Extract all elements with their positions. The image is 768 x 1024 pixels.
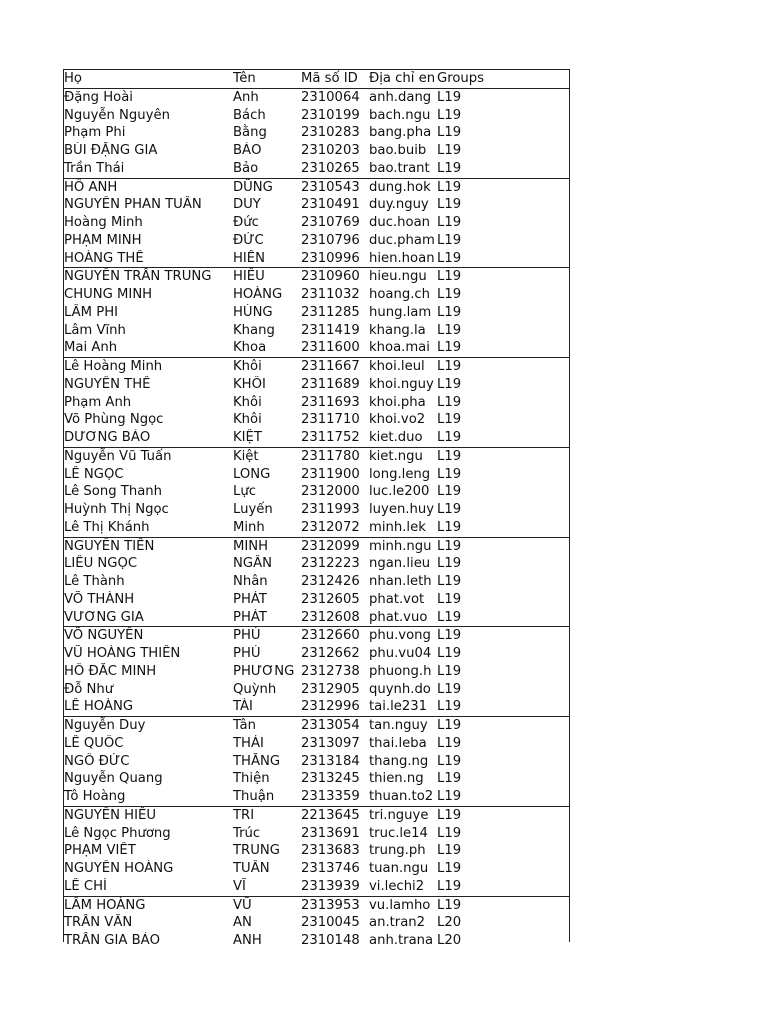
cell-ho: TRẦN GIA BẢO xyxy=(64,933,161,948)
table-row xyxy=(64,178,569,197)
cell-group: L19 xyxy=(437,628,462,644)
table-row xyxy=(64,501,569,519)
cell-ho: Lê Ngọc Phương xyxy=(64,825,171,841)
cell-email: khang.la xyxy=(369,322,426,338)
student-table xyxy=(63,69,570,948)
cell-group: L19 xyxy=(437,646,462,661)
table-row xyxy=(64,573,569,591)
cell-group: L19 xyxy=(437,197,462,213)
cell-ho: LÊ HOÀNG xyxy=(64,699,134,715)
table-row xyxy=(64,932,569,950)
table-row xyxy=(64,770,569,788)
cell-id: 2313359 xyxy=(301,789,360,804)
table-row xyxy=(64,196,569,214)
table-row xyxy=(64,429,569,447)
cell-ho: Mai Anh xyxy=(64,340,118,356)
table-row xyxy=(64,681,569,699)
cell-ho: VŨ HOÀNG THIÊN xyxy=(64,646,181,661)
table-row xyxy=(64,842,569,860)
cell-ten: PHƯƠNG xyxy=(233,663,295,679)
cell-ho: PHẠM MINH xyxy=(64,232,142,248)
cell-id: 2311752 xyxy=(301,430,360,445)
cell-id: 2311710 xyxy=(301,412,360,428)
cell-id: 2310283 xyxy=(301,125,360,141)
cell-ho: Lê Thành xyxy=(64,574,125,589)
cell-ho: LÊ NGỌC xyxy=(64,466,124,482)
cell-group: L19 xyxy=(437,304,462,320)
cell-email: thien.ng xyxy=(369,771,424,787)
cell-email: bao.buib xyxy=(369,143,427,158)
cell-ten: Bằng xyxy=(233,125,267,141)
cell-id: 2311419 xyxy=(301,322,360,338)
table-row xyxy=(64,878,569,896)
cell-group: L19 xyxy=(437,89,462,105)
cell-ho: CHUNG MINH xyxy=(64,287,153,302)
table-row xyxy=(64,250,569,268)
cell-email: tuan.ngu xyxy=(369,861,429,876)
header-email: Địa chỉ en xyxy=(369,71,436,86)
cell-ho: LÂM HOÀNG xyxy=(64,897,146,913)
cell-id: 2311667 xyxy=(301,359,360,374)
cell-email: luyen.huy xyxy=(369,502,435,517)
cell-id: 2312662 xyxy=(301,646,360,661)
table-row xyxy=(64,483,569,501)
cell-ho: TRẦN VĂN xyxy=(64,915,133,931)
cell-ten: Lực xyxy=(233,484,256,500)
cell-group: L19 xyxy=(437,269,462,285)
cell-id: 2310543 xyxy=(301,179,360,195)
cell-ho: Lê Thị Khánh xyxy=(64,519,150,535)
cell-email: quynh.do xyxy=(369,681,431,697)
table-row xyxy=(64,88,569,107)
cell-email: thang.ng xyxy=(369,753,429,769)
table-row xyxy=(64,214,569,232)
cell-ten: ĐỨC xyxy=(233,232,264,248)
table-row xyxy=(64,806,569,825)
table-row xyxy=(64,267,569,286)
cell-ho: BÙI ĐẶNG GIA xyxy=(64,143,158,158)
cell-ten: DUY xyxy=(233,197,261,213)
cell-ten: TRI xyxy=(233,807,255,823)
cell-id: 2311032 xyxy=(301,287,360,302)
cell-ten: Bách xyxy=(233,107,266,123)
cell-email: khoi.vo2 xyxy=(369,412,426,428)
cell-id: 2313097 xyxy=(301,735,360,751)
cell-group: L19 xyxy=(437,718,462,733)
cell-group: L19 xyxy=(437,519,462,535)
cell-id: 2312426 xyxy=(301,574,360,589)
cell-ho: LÊ CHÍ xyxy=(64,878,107,894)
cell-group: L19 xyxy=(437,160,462,176)
cell-group: L20 xyxy=(437,915,462,931)
cell-email: hung.lam xyxy=(369,304,432,320)
cell-ten: Quỳnh xyxy=(233,681,277,697)
cell-id: 2313953 xyxy=(301,897,360,913)
cell-id: 2311689 xyxy=(301,376,360,392)
cell-ten: Khoa xyxy=(233,340,267,356)
cell-group: L19 xyxy=(437,771,462,787)
cell-ho: Huỳnh Thị Ngọc xyxy=(64,502,169,517)
header-ten: Tên xyxy=(233,71,256,86)
cell-id: 2313054 xyxy=(301,718,360,733)
cell-group: L19 xyxy=(437,753,462,769)
table-row xyxy=(64,160,569,178)
cell-ten: LONG xyxy=(233,466,271,482)
cell-group: L19 xyxy=(437,538,462,554)
cell-id: 2311693 xyxy=(301,394,360,410)
cell-email: nhan.leth xyxy=(369,574,432,589)
cell-email: truc.le14 xyxy=(369,825,428,841)
cell-group: L19 xyxy=(437,412,462,428)
cell-ho: Phạm Anh xyxy=(64,394,132,410)
cell-ho: VƯƠNG GIA xyxy=(64,609,144,625)
cell-ten: Khôi xyxy=(233,394,262,410)
cell-group: L19 xyxy=(437,322,462,338)
cell-email: anh.trana xyxy=(369,933,434,948)
cell-email: khoi.nguy xyxy=(369,376,434,392)
cell-email: phat.vot xyxy=(369,591,425,607)
table-row xyxy=(64,322,569,340)
cell-email: khoa.mai xyxy=(369,340,430,356)
cell-email: phu.vu04 xyxy=(369,646,432,661)
cell-ho: Đặng Hoài xyxy=(64,89,133,105)
cell-ten: Luyến xyxy=(233,502,273,517)
cell-group: L19 xyxy=(437,143,462,158)
cell-ho: HỒ ANH xyxy=(64,179,118,195)
table-row xyxy=(64,860,569,878)
cell-ten: PHÁT xyxy=(233,609,267,625)
cell-ten: Nhân xyxy=(233,574,268,589)
cell-id: 2310491 xyxy=(301,197,360,213)
cell-ho: LÊ QUỐC xyxy=(64,735,124,751)
table-row xyxy=(64,357,569,376)
cell-ho: NGUYỄN PHAN TUẤN xyxy=(64,197,202,213)
cell-ten: Kiệt xyxy=(233,448,259,464)
cell-email: bao.trant xyxy=(369,160,430,176)
cell-group: L19 xyxy=(437,448,462,464)
cell-group: L19 xyxy=(437,609,462,625)
cell-group: L19 xyxy=(437,735,462,751)
cell-group: L19 xyxy=(437,484,462,500)
cell-id: 2311993 xyxy=(301,502,360,517)
cell-group: L19 xyxy=(437,215,462,230)
cell-group: L19 xyxy=(437,681,462,697)
cell-id: 2312905 xyxy=(301,681,360,697)
cell-ten: Bảo xyxy=(233,160,259,176)
cell-email: duc.pham xyxy=(369,232,435,248)
cell-group: L19 xyxy=(437,376,462,392)
cell-email: hieu.ngu xyxy=(369,269,427,285)
cell-ten: ANH xyxy=(233,933,262,948)
cell-group: L19 xyxy=(437,394,462,410)
cell-ten: VĨ xyxy=(233,878,246,894)
table-row xyxy=(64,232,569,250)
cell-email: duc.hoan xyxy=(369,215,431,230)
cell-id: 2310064 xyxy=(301,89,360,105)
cell-ho: Lê Hoàng Minh xyxy=(64,359,163,374)
cell-ten: HIỀN xyxy=(233,250,266,266)
cell-email: vu.lamho xyxy=(369,897,431,913)
cell-group: L19 xyxy=(437,843,462,859)
cell-group: L19 xyxy=(437,430,462,445)
cell-ho: Hoàng Minh xyxy=(64,215,143,230)
cell-ho: Phạm Phi xyxy=(64,125,126,141)
cell-ten: Minh xyxy=(233,519,265,535)
cell-ten: AN xyxy=(233,915,252,931)
cell-ho: VÕ THÀNH xyxy=(64,591,135,607)
cell-ten: THÁI xyxy=(233,735,264,751)
table-row xyxy=(64,537,569,556)
cell-email: kiet.duo xyxy=(369,430,423,445)
cell-id: 2312738 xyxy=(301,663,360,679)
cell-email: tri.nguye xyxy=(369,807,429,823)
cell-ten: Thuận xyxy=(233,789,275,804)
cell-id: 2312000 xyxy=(301,484,360,500)
cell-id: 2310199 xyxy=(301,107,360,123)
cell-ten: KIỆT xyxy=(233,430,262,445)
table-row xyxy=(64,825,569,843)
cell-ten: HIẾU xyxy=(233,269,265,285)
cell-id: 2310045 xyxy=(301,915,360,931)
table-row xyxy=(64,447,569,466)
cell-group: L19 xyxy=(437,663,462,679)
cell-id: 2313683 xyxy=(301,843,360,859)
cell-ten: DŨNG xyxy=(233,179,273,195)
cell-email: hien.hoan xyxy=(369,250,435,266)
cell-email: phat.vuo xyxy=(369,609,428,625)
table-row xyxy=(64,753,569,771)
cell-group: L19 xyxy=(437,878,462,894)
cell-group: L19 xyxy=(437,107,462,123)
table-row xyxy=(64,142,569,160)
table-row xyxy=(64,466,569,484)
table-row xyxy=(64,286,569,304)
cell-email: anh.dang xyxy=(369,89,432,105)
table-row xyxy=(64,716,569,735)
cell-email: tai.le231 xyxy=(369,699,428,715)
cell-ten: TÀI xyxy=(233,699,253,715)
cell-id: 2310996 xyxy=(301,250,360,266)
table-row xyxy=(64,626,569,645)
table-row xyxy=(64,339,569,357)
cell-ten: MINH xyxy=(233,538,269,554)
cell-email: dung.hok xyxy=(369,179,431,195)
cell-group: L19 xyxy=(437,789,462,804)
cell-id: 2313939 xyxy=(301,878,360,894)
cell-email: duy.nguy xyxy=(369,197,429,213)
cell-ho: HOÀNG THẾ xyxy=(64,250,144,266)
cell-group: L19 xyxy=(437,340,462,356)
cell-group: L19 xyxy=(437,232,462,248)
cell-ho: VÕ NGUYÊN xyxy=(64,628,144,644)
table-row xyxy=(64,519,569,537)
cell-email: long.leng xyxy=(369,466,431,482)
cell-ho: NGÔ ĐỨC xyxy=(64,753,130,769)
table-row xyxy=(64,645,569,663)
cell-email: khoi.pha xyxy=(369,394,426,410)
cell-id: 2312072 xyxy=(301,519,360,535)
table-row xyxy=(64,304,569,322)
cell-id: 2313746 xyxy=(301,861,360,876)
table-row xyxy=(64,735,569,753)
cell-ten: Khang xyxy=(233,322,275,338)
cell-ho: NGUYỄN HOÀNG xyxy=(64,861,174,876)
cell-ten: TUẤN xyxy=(233,861,270,876)
cell-group: L19 xyxy=(437,556,462,572)
cell-group: L19 xyxy=(437,359,462,374)
cell-id: 2312099 xyxy=(301,538,360,554)
cell-group: L20 xyxy=(437,933,462,948)
cell-id: 2311285 xyxy=(301,304,360,320)
cell-id: 2313691 xyxy=(301,825,360,841)
cell-id: 2312605 xyxy=(301,591,360,607)
cell-ho: NGUYỄN HIẾU xyxy=(64,807,156,823)
header-id: Mã số ID xyxy=(301,71,358,86)
cell-ten: PHÚ xyxy=(233,628,261,644)
cell-email: phuong.h xyxy=(369,663,432,679)
cell-email: minh.ngu xyxy=(369,538,432,554)
cell-ten: NGÂN xyxy=(233,556,272,572)
cell-ho: Nguyễn Quang xyxy=(64,771,163,787)
cell-ho: Lâm Vĩnh xyxy=(64,322,126,338)
cell-id: 2310148 xyxy=(301,933,360,948)
cell-id: 2312996 xyxy=(301,699,360,715)
cell-email: minh.lek xyxy=(369,519,426,535)
cell-group: L19 xyxy=(437,466,462,482)
cell-ten: THẮNG xyxy=(233,753,281,769)
cell-ten: TRUNG xyxy=(233,843,280,859)
cell-ten: Tân xyxy=(233,718,256,733)
cell-ho: Nguyễn Vũ Tuấn xyxy=(64,448,172,464)
table-row xyxy=(64,663,569,681)
cell-ten: Thiện xyxy=(233,771,270,787)
table-row xyxy=(64,896,569,915)
cell-id: 2310960 xyxy=(301,269,360,285)
cell-id: 2310265 xyxy=(301,160,360,176)
cell-id: 2311900 xyxy=(301,466,360,482)
cell-ten: Đức xyxy=(233,215,259,230)
cell-group: L19 xyxy=(437,699,462,715)
cell-email: thuan.to2 xyxy=(369,789,434,804)
cell-id: 2311600 xyxy=(301,340,360,356)
cell-ten: Anh xyxy=(233,89,259,105)
cell-ho: DƯƠNG BẢO xyxy=(64,430,151,445)
cell-ten: Trúc xyxy=(233,825,261,841)
table-row xyxy=(64,555,569,573)
cell-ten: KHÔI xyxy=(233,376,266,392)
cell-group: L19 xyxy=(437,250,462,266)
cell-email: luc.le200 xyxy=(369,484,430,500)
table-header-row xyxy=(64,70,569,88)
cell-ho: Trần Thái xyxy=(64,160,125,176)
cell-group: L19 xyxy=(437,502,462,517)
cell-ten: VŨ xyxy=(233,897,252,913)
table-row xyxy=(64,788,569,806)
header-groups: Groups xyxy=(437,71,485,86)
cell-group: L19 xyxy=(437,807,462,823)
cell-ho: NGUYỄN THẾ xyxy=(64,376,151,392)
table-row xyxy=(64,376,569,394)
cell-email: kiet.ngu xyxy=(369,448,423,464)
cell-ho: Võ Phùng Ngọc xyxy=(64,412,164,428)
cell-group: L19 xyxy=(437,897,462,913)
cell-id: 2313245 xyxy=(301,771,360,787)
cell-email: tan.nguy xyxy=(369,718,428,733)
cell-email: phu.vong xyxy=(369,628,431,644)
cell-ten: PHÚ xyxy=(233,646,261,661)
cell-email: thai.leba xyxy=(369,735,427,751)
cell-ho: NGUYỄN TIẾN xyxy=(64,538,155,554)
cell-id: 2312223 xyxy=(301,556,360,572)
cell-id: 2313184 xyxy=(301,753,360,769)
cell-ho: Đỗ Như xyxy=(64,681,114,697)
table-row xyxy=(64,698,569,716)
cell-ten: Khôi xyxy=(233,359,262,374)
table-row xyxy=(64,394,569,412)
table-row xyxy=(64,107,569,125)
cell-id: 2213645 xyxy=(301,807,360,823)
cell-group: L19 xyxy=(437,574,462,589)
cell-ten: HÙNG xyxy=(233,304,273,320)
cell-id: 2312660 xyxy=(301,628,360,644)
cell-id: 2311780 xyxy=(301,448,360,464)
cell-email: ngan.lieu xyxy=(369,556,431,572)
cell-group: L19 xyxy=(437,125,462,141)
cell-ho: LIÊU NGỌC xyxy=(64,556,138,572)
cell-ten: HOÀNG xyxy=(233,287,283,302)
cell-group: L19 xyxy=(437,861,462,876)
cell-email: khoi.leul xyxy=(369,359,425,374)
cell-email: bach.ngu xyxy=(369,107,431,123)
cell-group: L19 xyxy=(437,179,462,195)
cell-ho: LÂM PHI xyxy=(64,304,118,320)
cell-group: L19 xyxy=(437,287,462,302)
cell-id: 2310203 xyxy=(301,143,360,158)
cell-email: bang.pha xyxy=(369,125,432,141)
cell-ho: Lê Song Thanh xyxy=(64,484,162,500)
cell-id: 2310796 xyxy=(301,232,360,248)
cell-ho: Tô Hoàng xyxy=(64,789,126,804)
cell-email: vi.lechi2 xyxy=(369,878,425,894)
cell-ten: PHÁT xyxy=(233,591,267,607)
cell-ho: HỒ ĐẮC MINH xyxy=(64,663,157,679)
cell-id: 2310769 xyxy=(301,215,360,230)
cell-email: an.tran2 xyxy=(369,915,426,931)
table-row xyxy=(64,124,569,142)
cell-ho: Nguyễn Duy xyxy=(64,718,146,733)
table-row xyxy=(64,609,569,627)
table-row xyxy=(64,914,569,932)
cell-ho: NGUYỄN TRẦN TRUNG xyxy=(64,269,212,285)
cell-group: L19 xyxy=(437,591,462,607)
cell-email: trung.ph xyxy=(369,843,426,859)
table-row xyxy=(64,591,569,609)
cell-ho: Nguyễn Nguyên xyxy=(64,107,170,123)
cell-id: 2312608 xyxy=(301,609,360,625)
table-row xyxy=(64,411,569,429)
cell-ten: Khôi xyxy=(233,412,262,428)
cell-ho: PHẠM VIẾT xyxy=(64,843,136,859)
cell-email: hoang.ch xyxy=(369,287,431,302)
cell-ten: BẢO xyxy=(233,143,262,158)
header-ho: Họ xyxy=(64,71,82,86)
cell-group: L19 xyxy=(437,825,462,841)
